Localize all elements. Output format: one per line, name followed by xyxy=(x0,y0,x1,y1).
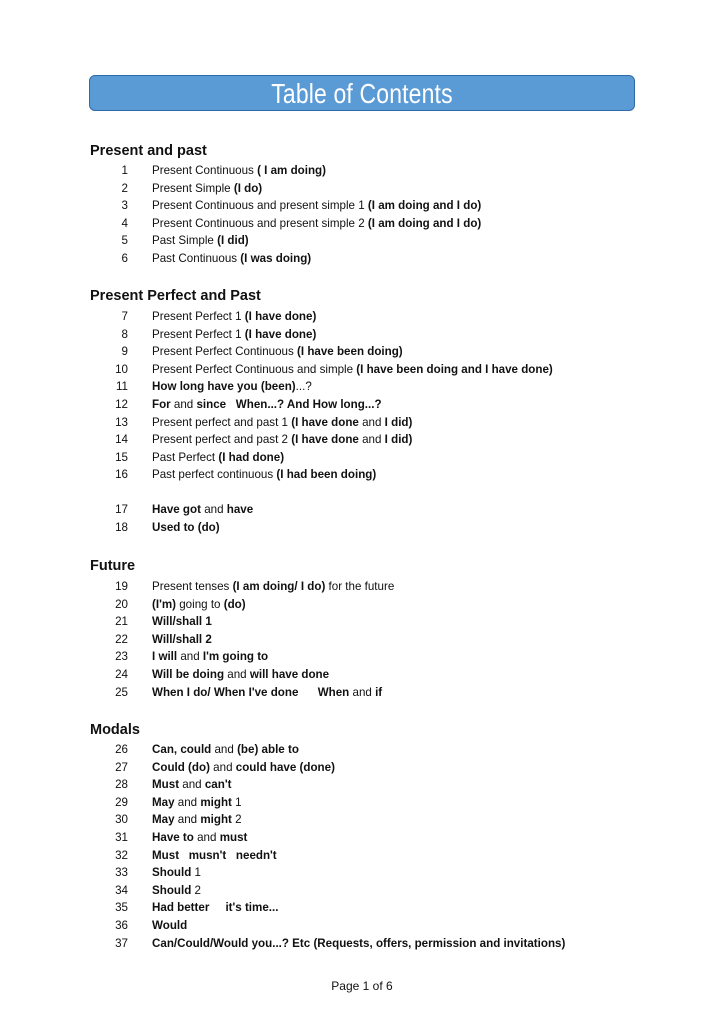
entry-text-part: and xyxy=(179,778,205,792)
entry-number: 19 xyxy=(115,580,128,593)
entry-number: 34 xyxy=(115,883,128,897)
entry-title xyxy=(152,847,277,865)
entry-number: 15 xyxy=(115,450,128,464)
entry-number: 23 xyxy=(115,650,128,664)
entry-text-part: will have done xyxy=(249,668,330,681)
entry-number: 28 xyxy=(115,778,128,792)
entry-number: 30 xyxy=(115,813,128,827)
entry-number: 12 xyxy=(115,398,128,411)
entry-text-part: (do) xyxy=(223,597,246,611)
entry-text-part: Must musn't needn't xyxy=(152,848,277,862)
entry-text-part: if xyxy=(375,685,383,699)
entry-number: 37 xyxy=(115,936,128,950)
entry-text-part: and xyxy=(211,743,238,756)
entry-text-part: ( I am doing) xyxy=(257,164,326,177)
entry-text-part: I did) xyxy=(384,415,413,429)
entry-number: 32 xyxy=(115,848,128,862)
section-heading: Future xyxy=(90,558,136,574)
entry-text-part: and xyxy=(224,668,250,681)
entry-text-part: Past perfect continuous xyxy=(152,468,277,482)
entry-text-part: and xyxy=(193,831,220,844)
entry-text-part: must xyxy=(219,831,248,844)
entry-number: 33 xyxy=(115,866,128,880)
entry-text-part: Should xyxy=(152,866,192,880)
entry-title xyxy=(152,343,403,361)
entry-title xyxy=(152,326,316,344)
entry-text-part: How long have you (been) xyxy=(152,380,296,394)
entry-number: 2 xyxy=(121,181,128,195)
entry-text-part: Present Perfect 1 xyxy=(152,327,245,341)
entry-title xyxy=(152,596,246,614)
entry-number: 11 xyxy=(115,380,128,394)
entry-number: 3 xyxy=(121,199,128,213)
entry-text-part: 1 xyxy=(231,795,242,809)
entry-title xyxy=(152,578,394,596)
entry-text-part: Present Continuous xyxy=(152,164,258,177)
entry-text-part: Present Perfect Continuous xyxy=(152,345,298,359)
entry-text-part: Present tenses xyxy=(152,580,233,593)
entry-number: 24 xyxy=(115,668,128,681)
entry-title xyxy=(152,519,220,537)
entry-text-part: Past Perfect xyxy=(152,450,219,464)
entry-title xyxy=(152,829,247,847)
entry-text-part: 2 xyxy=(191,883,201,897)
entry-title xyxy=(152,759,335,777)
entry-number: 20 xyxy=(115,597,128,611)
entry-text-part: Would xyxy=(152,919,188,932)
entry-title xyxy=(152,741,299,759)
entry-text-part: and xyxy=(170,398,197,411)
entry-number: 26 xyxy=(115,743,128,756)
entry-title xyxy=(152,684,382,702)
entry-number: 31 xyxy=(115,831,128,844)
entry-text-part: (I have done) xyxy=(244,310,317,323)
entry-text-part: (I have been doing and I have done) xyxy=(356,362,553,376)
entry-title xyxy=(152,414,412,432)
entry-text-part: (I have been doing) xyxy=(297,345,403,359)
entry-text-part: (I had been doing) xyxy=(276,468,377,482)
entry-text-part: May xyxy=(152,813,175,827)
entry-text-part: (I was doing) xyxy=(240,252,312,265)
entry-text-part: Have to xyxy=(152,831,194,844)
entry-text-part: and xyxy=(358,415,385,429)
entry-number: 18 xyxy=(115,520,128,534)
entry-text-part: I will xyxy=(152,650,178,664)
entry-text-part: Have got xyxy=(152,503,201,516)
entry-title xyxy=(152,250,311,268)
entry-title xyxy=(152,882,201,900)
entry-title xyxy=(152,361,553,379)
entry-number: 17 xyxy=(115,503,128,516)
entry-number: 16 xyxy=(115,468,128,482)
entry-text-part: and xyxy=(174,795,201,809)
section-heading: Present and past xyxy=(90,143,207,159)
entry-title xyxy=(152,631,212,649)
entry-text-part: Present Perfect Continuous and simple xyxy=(152,362,357,376)
entry-number: 21 xyxy=(115,615,128,629)
entry-text-part: Can, could xyxy=(152,743,212,756)
entry-text-part: Past Continuous xyxy=(152,252,241,265)
entry-text-part: (I am doing and I do) xyxy=(367,216,482,230)
entry-text-part: For xyxy=(152,398,171,411)
entry-number: 6 xyxy=(121,252,128,265)
entry-title xyxy=(152,917,187,935)
page-footer: Page 1 of 6 xyxy=(331,979,393,993)
entry-text-part: for the future xyxy=(325,580,395,593)
entry-text-part: When I do/ When I've done When xyxy=(152,685,350,699)
entry-text-part: since When...? And How long...? xyxy=(196,398,382,411)
entry-text-part: Can/Could/Would you...? Etc (Requests, offers, permission and invitations) xyxy=(152,936,566,950)
entry-text-part: May xyxy=(152,795,175,809)
entry-text-part: and xyxy=(174,813,201,827)
entry-title xyxy=(152,648,268,666)
entry-text-part: and xyxy=(177,650,203,664)
entry-number: 4 xyxy=(121,216,128,230)
entry-text-part: (be) able to xyxy=(237,743,299,756)
entry-text-part: (I'm) xyxy=(152,597,177,611)
entry-title xyxy=(152,308,316,326)
entry-text-part: Present Continuous and present simple 2 xyxy=(152,216,368,230)
entry-text-part: (I have done) xyxy=(244,327,317,341)
entry-text-part: (I had done) xyxy=(218,450,285,464)
entry-text-part: (I am doing/ I do) xyxy=(232,580,326,593)
entry-text-part: (I did) xyxy=(217,234,249,248)
entry-text-part: Present perfect and past 2 xyxy=(152,433,292,447)
entry-text-part: Present Perfect 1 xyxy=(152,310,245,323)
entry-number: 7 xyxy=(121,310,128,323)
entry-text-part: and xyxy=(209,760,236,774)
entry-title xyxy=(152,501,253,519)
entry-text-part: 1 xyxy=(191,866,201,880)
entry-title xyxy=(152,776,231,794)
entry-text-part: Will be doing xyxy=(152,668,225,681)
entry-title xyxy=(152,466,376,484)
entry-number: 5 xyxy=(121,234,128,248)
entry-number: 13 xyxy=(115,415,128,429)
entry-title xyxy=(152,449,284,467)
entry-title xyxy=(152,864,201,882)
entry-number: 1 xyxy=(121,164,128,177)
entry-title xyxy=(152,431,412,449)
entry-text-part: Past Simple xyxy=(152,234,218,248)
entry-title xyxy=(152,794,242,812)
entry-number: 29 xyxy=(115,795,128,809)
entry-text-part: Present Continuous and present simple 1 xyxy=(152,199,368,213)
entry-number: 14 xyxy=(115,433,128,447)
entry-number: 27 xyxy=(115,760,128,774)
entry-number: 36 xyxy=(115,919,128,932)
entry-text-part: might xyxy=(200,813,232,827)
entry-text-part: Should xyxy=(152,883,192,897)
entry-title xyxy=(152,935,565,953)
entry-text-part: ...? xyxy=(295,380,312,394)
entry-title xyxy=(152,666,329,684)
entry-text-part: (I have done xyxy=(291,433,359,447)
entry-number: 8 xyxy=(121,327,128,341)
entry-text-part: and xyxy=(358,433,385,447)
entry-title xyxy=(152,180,262,198)
entry-title xyxy=(152,899,278,917)
entry-title xyxy=(152,378,312,396)
entry-text-part: could have (done) xyxy=(235,760,335,774)
page-title: Table of Contents xyxy=(271,78,453,109)
entry-text-part: have xyxy=(226,503,254,516)
entry-text-part: (I have done xyxy=(291,415,359,429)
entry-text-part: Present Simple xyxy=(152,181,234,195)
entry-text-part: Could (do) xyxy=(152,760,210,774)
entry-title xyxy=(152,811,242,829)
entry-text-part: going to xyxy=(176,597,224,611)
entry-text-part: (I am doing and I do) xyxy=(367,199,482,213)
entry-text-part: and xyxy=(200,503,227,516)
section-heading: Modals xyxy=(90,722,140,738)
entry-number: 9 xyxy=(121,345,128,359)
entry-text-part: (I do) xyxy=(233,181,263,195)
entry-number: 22 xyxy=(115,632,128,646)
entry-title xyxy=(152,197,481,215)
section-heading: Present Perfect and Past xyxy=(90,288,261,304)
entry-text-part: Will/shall 2 xyxy=(152,632,212,646)
entry-title xyxy=(152,613,212,631)
entry-text-part: and xyxy=(349,685,376,699)
entry-text-part: Had better it's time... xyxy=(152,901,279,915)
entry-title xyxy=(152,162,326,180)
entry-text-part: might xyxy=(200,795,232,809)
entry-text-part: 2 xyxy=(231,813,242,827)
entry-text-part: Used to (do) xyxy=(152,520,220,534)
entry-number: 10 xyxy=(115,362,128,376)
entry-number: 35 xyxy=(115,901,128,915)
entry-text-part: I did) xyxy=(384,433,413,447)
entry-text-part: Present perfect and past 1 xyxy=(152,415,292,429)
entry-number: 25 xyxy=(115,685,128,699)
entry-text-part: Will/shall 1 xyxy=(152,615,212,629)
entry-text-part: can't xyxy=(204,778,232,792)
entry-title xyxy=(152,215,481,233)
entry-text-part: I'm going to xyxy=(202,650,269,664)
entry-title xyxy=(152,232,249,250)
entry-title xyxy=(152,396,382,414)
entry-text-part: Must xyxy=(152,778,180,792)
